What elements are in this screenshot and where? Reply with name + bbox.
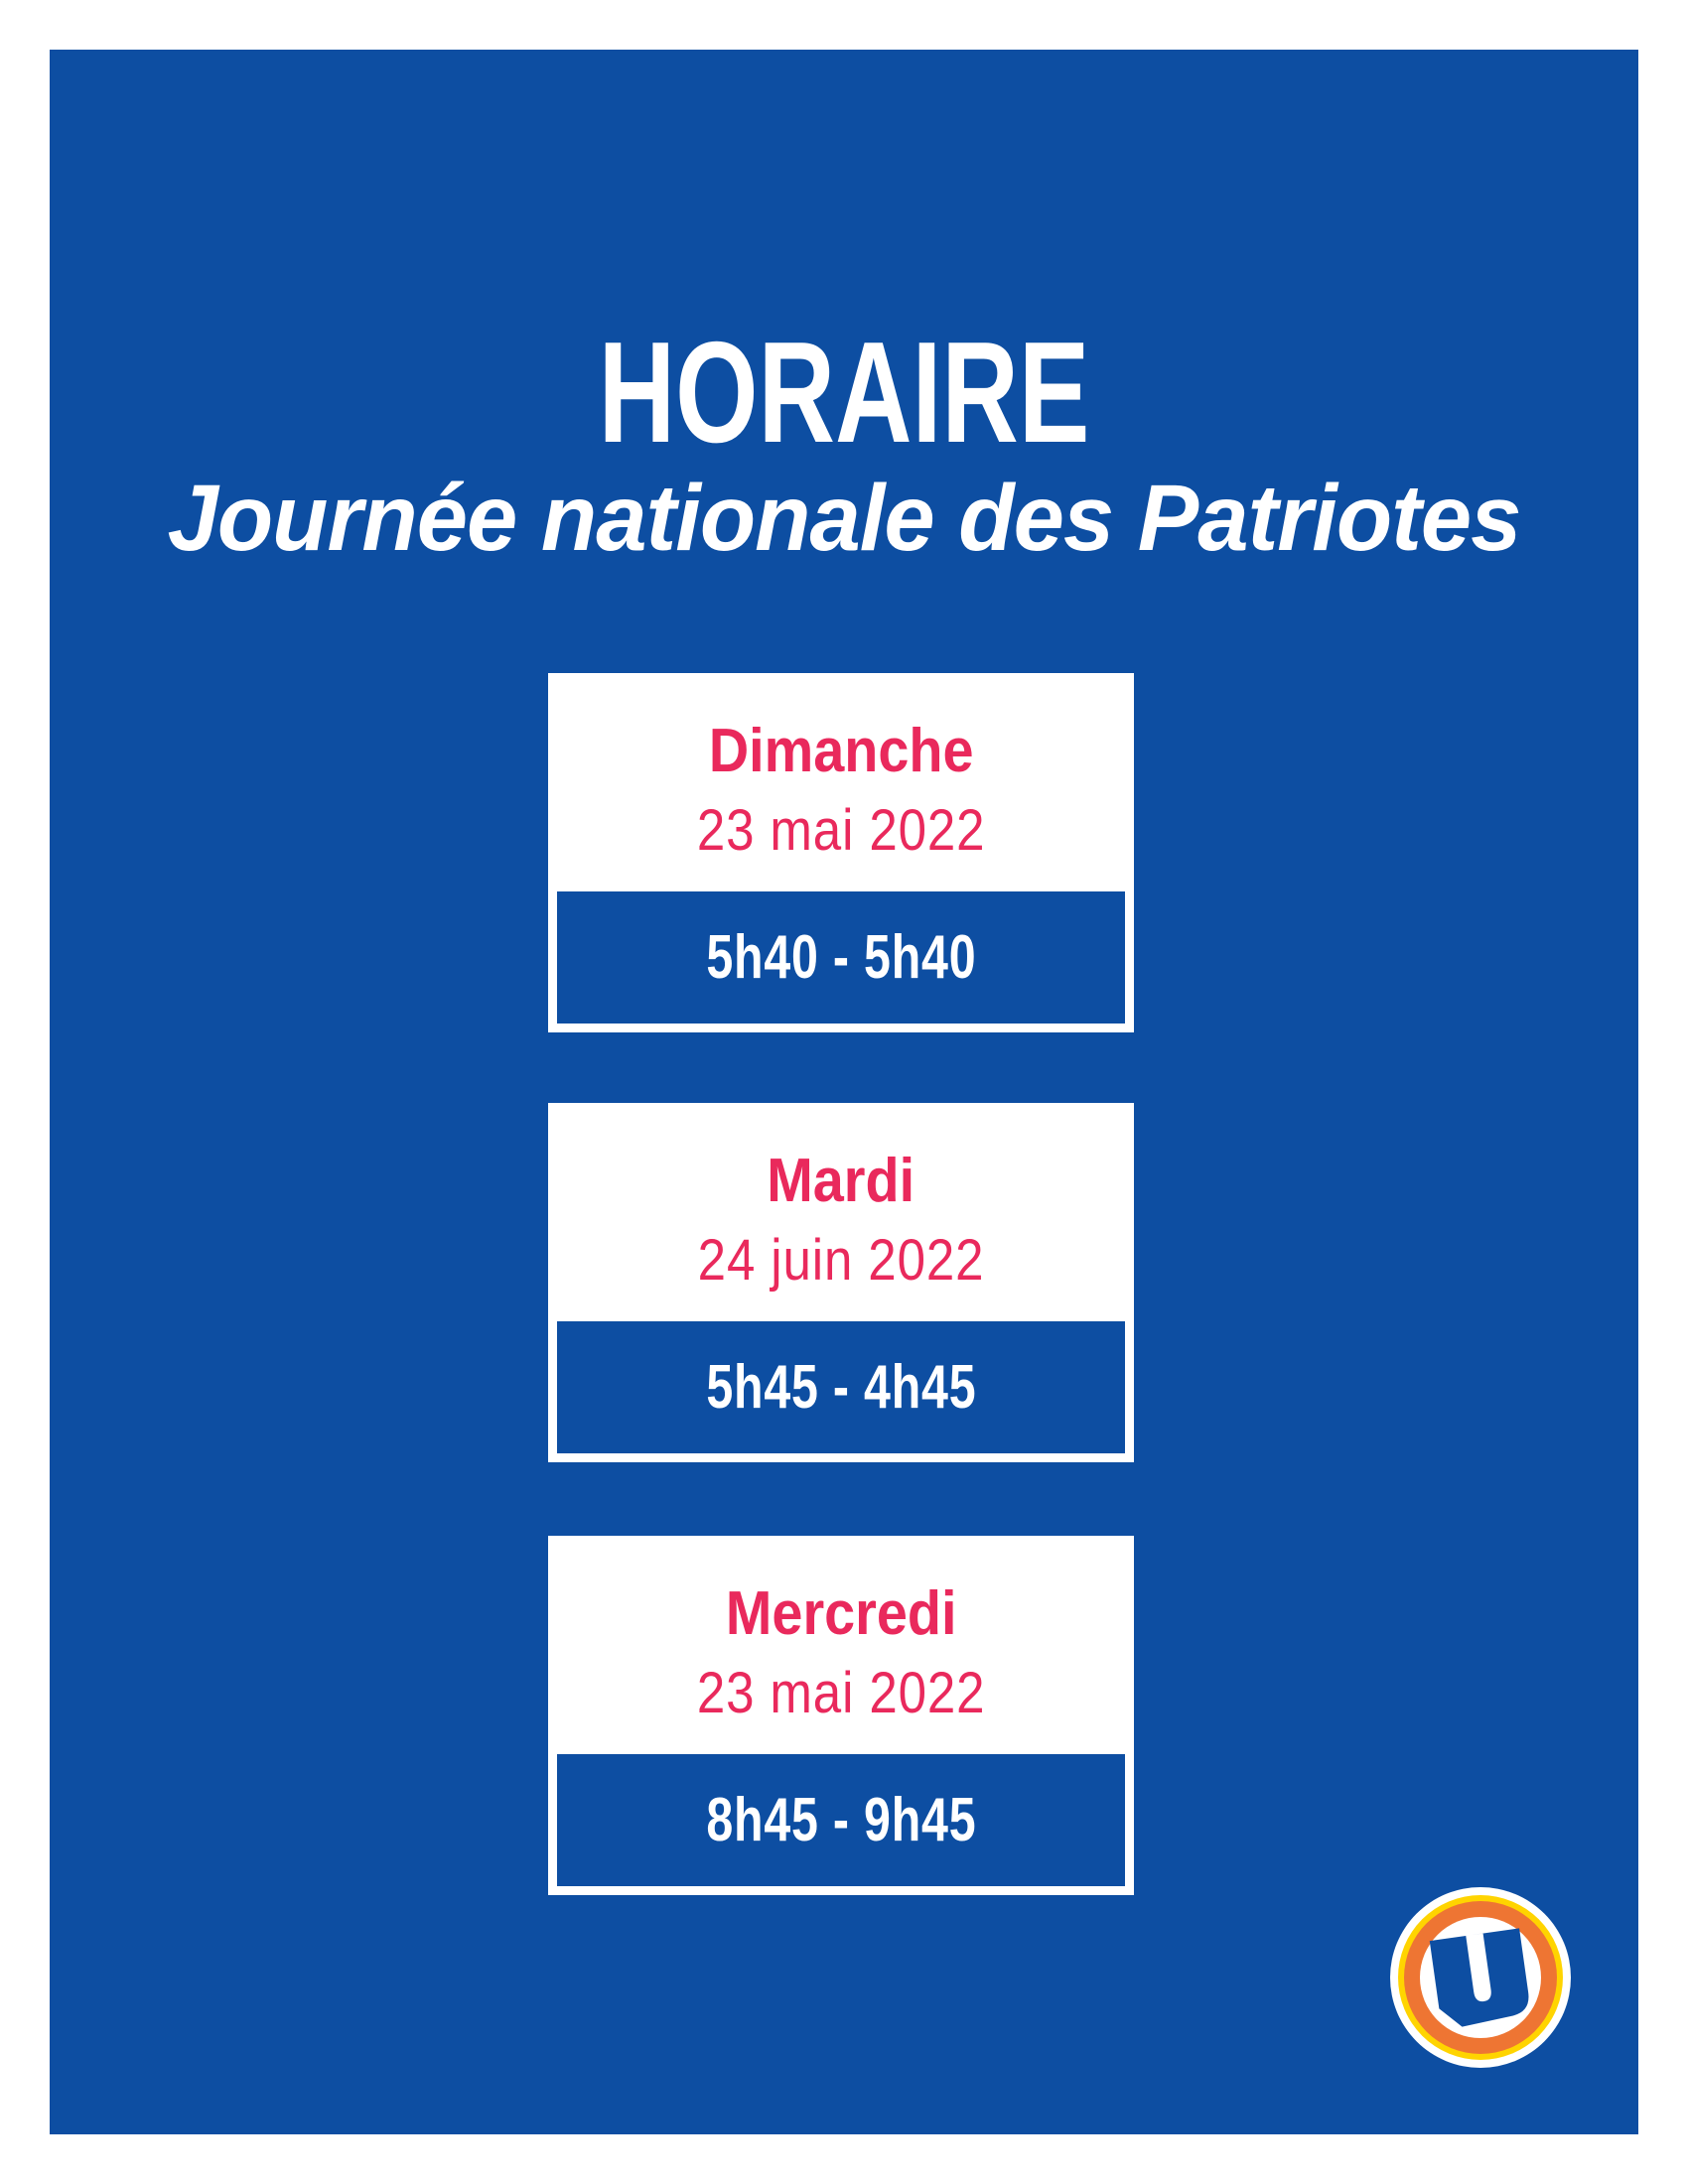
date-label: 24 juin 2022	[697, 1228, 985, 1293]
day-label: Mercredi	[725, 1579, 957, 1648]
date-label: 23 mai 2022	[696, 1661, 986, 1725]
page-subtitle: Journée nationale des Patriotes	[167, 466, 1521, 571]
day-label: Mardi	[767, 1147, 915, 1215]
hours-bar	[557, 891, 1125, 1024]
hours-label: 8h45 - 9h45	[705, 1785, 976, 1854]
schedule-card-dimanche	[548, 673, 1134, 1032]
card-header	[548, 1103, 1134, 1321]
day-label: Dimanche	[708, 717, 974, 785]
page-title: HORAIRE	[598, 312, 1090, 473]
date-label: 23 mai 2022	[696, 798, 986, 863]
hours-label: 5h45 - 4h45	[705, 1352, 976, 1422]
schedule-card-mercredi	[548, 1536, 1134, 1895]
hours-bar	[557, 1754, 1125, 1886]
schedule-card-mardi	[548, 1103, 1134, 1462]
hours-bar	[557, 1321, 1125, 1453]
hours-label: 5h40 - 5h40	[705, 922, 976, 992]
card-header	[548, 1536, 1134, 1754]
card-header	[548, 673, 1134, 891]
u-circle-logo-icon	[1390, 1887, 1571, 2068]
